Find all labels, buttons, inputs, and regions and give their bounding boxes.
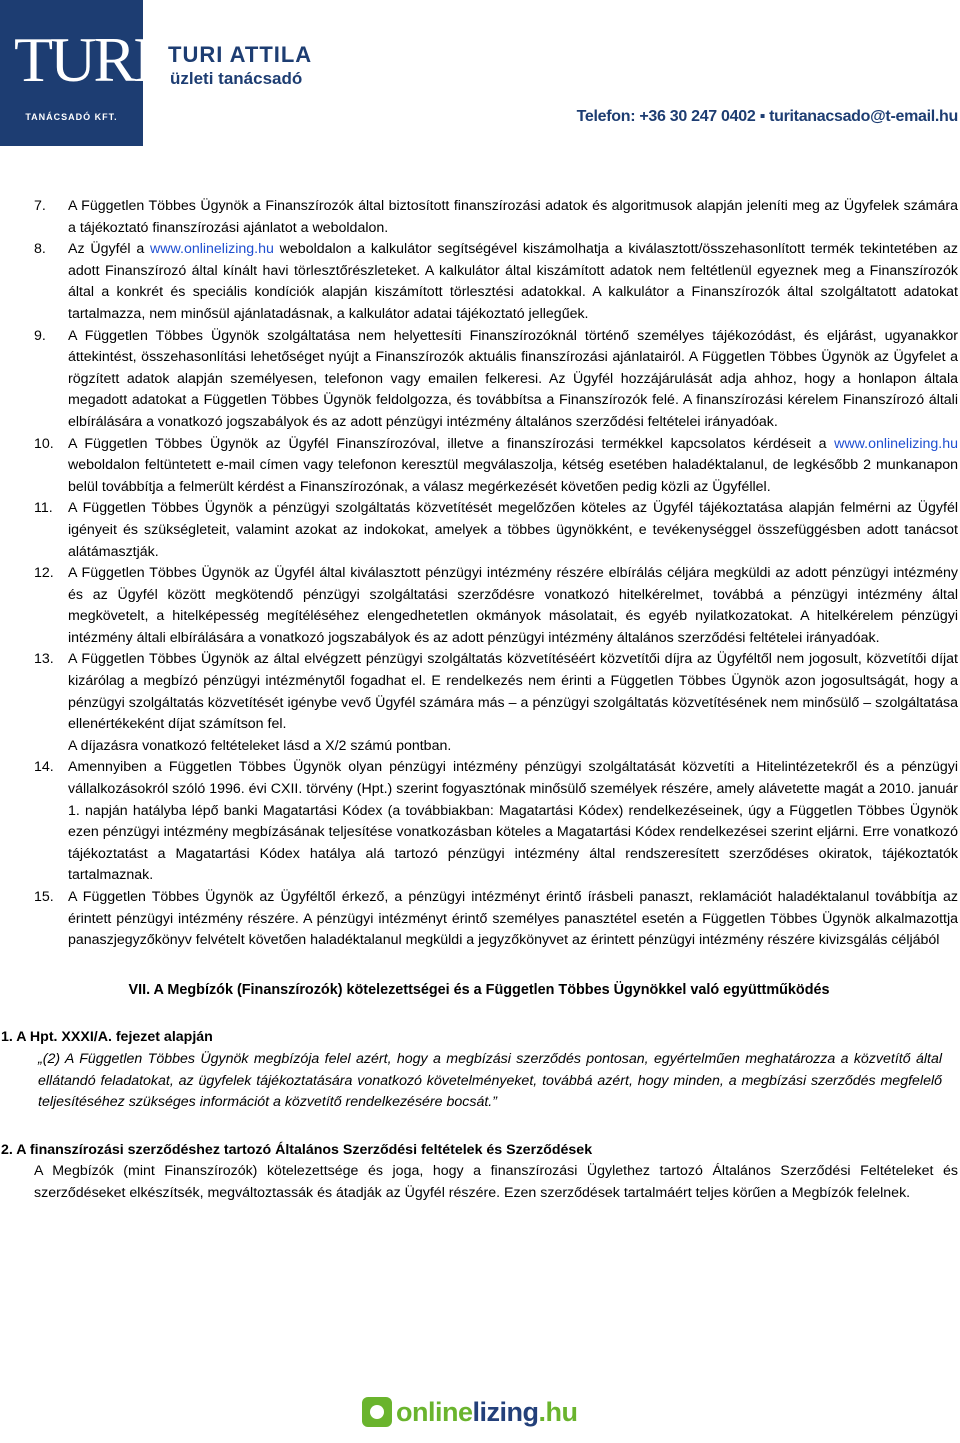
list-item-number: 9. xyxy=(34,327,46,344)
list-item xyxy=(0,326,958,434)
list-item xyxy=(0,239,958,325)
list-item-text: A Független Többes Ügynök a Finanszírozók által biztosított finanszírozási adatok és algoritmusok alapján jeleníti meg az Ügyfelek számára a tájékoztató finanszírozási ajánlatot a weboldalon. xyxy=(68,198,958,236)
onlinelizing-badge-icon xyxy=(362,1397,392,1427)
list-item xyxy=(0,434,958,499)
brand-name: TURI ATTILA xyxy=(168,42,313,67)
list-item-number: 15. xyxy=(34,889,54,905)
list-item-note: A díjazásra vonatkozó feltételeket lásd a X/2 számú pontban. xyxy=(68,737,452,754)
legal-quote: „(2) A Független Többes Ügynök megbízója felel azért, hogy a megbízási szerződés pontosan, egyértelműen meghatározza a közvetítő által ellátandó feladatokat, az ügyfelek tájékoztatására vonatkozó követelményeket, továbbá azért, hogy minden, a megbízási szerződés megfelelő teljesítéséhez szükséges információt a közvetítő rendelkezésére bocsát.” xyxy=(38,1050,942,1111)
list-item-text: A Független Többes Ügynök az Ügyfél által kiválasztott pénzügyi intézmény részére elbírálás céljára megküldi az adott pénzügyi intézmény és az Ügyfél között megkötendő pénzügyi szolgáltatási szerződésre vonatkozó hitelkérelmet, továbbá a pénzügyi intézmény által megkövetelt, a hitelképesség megítéléséhez elengedhetetlen okmányok másolatait, és egyéb nyilatkozatokat. A hitelkérelem pénzügyi intézmény általi elbírálására a vonatkozó jogszabályok és az adott pénzügyi intézmény általános szerződési feltételei irányadóak. xyxy=(68,565,958,646)
list-item-number: 10. xyxy=(34,435,54,452)
list-item xyxy=(0,196,958,239)
list-item-text: A Független Többes Ügynök az Ügyfél Finanszírozóval, illetve a finanszírozási termékkel kapcsolatos kérdéseit a xyxy=(68,435,835,452)
list-item xyxy=(0,649,958,757)
list-item-text: Az Ügyfél a xyxy=(68,241,151,258)
subsection-paragraph: A Megbízók (mint Finanszírozók) kötelezettsége és joga, hogy a finanszírozási Ügylethez tartozó Általános Szerződési Feltételeket és szerződéseket elkészítsék, megváltoztassák és átadják az Ügyfél részére. Ezen szerződések tartalmáért teljes körűen a Megbízók felelnek. xyxy=(34,1163,958,1201)
footer-logo-text: onlinelizing.hu xyxy=(396,1397,578,1427)
company-logo xyxy=(0,0,152,146)
footer-logo xyxy=(362,1394,578,1430)
list-item-number: 12. xyxy=(34,565,54,582)
list-item-text: A Független Többes Ügynök az által elvégzett pénzügyi szolgáltatás közvetítéséért közvetítői díjra az Ügyféltől nem jogosult, közvetítői díjat kizárólag a megbízó pénzügyi intézménytől fogadhat el. E rendelkezés nem érinti a Független Többes Ügynök azon jogosultságát, hogy a pénzügyi szolgáltatás közvetítését igénybe vevő Ügyfél számára más – a pénzügyi szolgáltatás közvetítésének nem minősülő – szolgáltatása ellenértékeként díjat számítson fel. xyxy=(68,651,958,733)
subsection-heading-1: 1. A Hpt. XXXI/A. fejezet alapján xyxy=(1,1029,213,1046)
list-item-number: 8. xyxy=(34,241,46,258)
numbered-list xyxy=(0,196,958,952)
list-item-text: weboldalon feltüntetett e-mail címen vagy telefonon keresztül megválaszolja, kétség esetében haladéktalanul, de legkésőbb 2 munkanapon belül továbbítja a felmerült kérdést a Finanszírozónak, a válasz megérkezését követően pedig közli az Ügyféllel. xyxy=(68,457,958,495)
list-item xyxy=(0,757,958,887)
list-item-number: 11. xyxy=(34,500,53,517)
subsection-heading-2: 2. A finanszírozási szerződéshez tartozó Általános Szerződési feltételek és Szerződések xyxy=(1,1141,593,1158)
logo-mark: TURI xyxy=(14,24,152,95)
list-item-number: 7. xyxy=(34,198,46,214)
list-item-text: A Független Többes Ügynök a pénzügyi szolgáltatás közvetítését megelőzően köteles az Ügyfél tájékoztatása alapján felmérni az Ügyfél igényeit és szükségleteit, valamint azokat az indokokat, amelyek a többes ügynökként, e tevékenységgel összefüggésben adott tanácsot alátámasztják. xyxy=(68,500,958,560)
list-item-number: 13. xyxy=(34,651,54,668)
list-item xyxy=(0,498,958,563)
list-item-text: weboldalon a kalkulátor segítségével kiszámolhatja a kiválasztott/összehasonlított termék tekintetében az adott Finanszírozó által kínált havi törlesztőrészleteket. A kalkulátor által kiszámított adatok nem feltétlenül egyeznek meg a Finanszírozók által a konkrét és speciális kondíciók alapján kiszámított törlesztési adatokkal. A kalkulátor a Finanszírozók által szolgáltatott adatokat tartalmazza, nem minősül ajánlatadásnak, a kalkulátor adatai tájékoztató jellegűek. xyxy=(68,241,958,322)
page-header xyxy=(0,0,960,150)
document-body xyxy=(0,196,958,1205)
list-item-number: 14. xyxy=(34,759,54,776)
website-link[interactable]: www.onlinelizing.hu xyxy=(150,241,274,258)
list-item-text: A Független Többes Ügynök az Ügyféltől érkező, a pénzügyi intézményt érintő írásbeli panaszt, reklamációt haladéktalanul továbbítja az érintett pénzügyi intézmény részére. A pénzügyi intézményt érintő személyes panasztétel esetén a Független Többes Ügynök alkalmazottja panaszjegyzőkönyv felvételt követően haladéktalanul megküldi a jegyzőkönyvet az érintett pénzügyi intézmény részére kivizsgálás céljából xyxy=(68,889,958,949)
list-item xyxy=(0,887,958,952)
contact-info: Telefon: +36 30 247 0402 ▪ turitanacsado@t-email.hu xyxy=(576,108,958,125)
list-item-text: A Független Többes Ügynök szolgáltatása nem helyettesíti Finanszírozóknál történő személyes tájékozódást, és eljárást, ugyanakkor áttekintést, összehasonlítási lehetőséget nyújt a Finanszírozók aktuális finanszírozási ajánlatairól. A Független Többes Ügynök az Ügyfelet a rögzített adatok alapján személyesen, telefonon vagy emailen felkeresi. Az Ügyfél hozzájárulását adja ahhoz, hogy a honlapon általa megadott adatokat a Független Többes Ügynök feldolgozza, és továbbítsa a Finanszírozók felé. A finanszírozási kérelem Finanszírozó általi elbírálására a vonatkozó jogszabályok és az adott pénzügyi intézmény általános szerződési feltételei irányadóak. xyxy=(68,327,958,430)
section-title: VII. A Megbízók (Finanszírozók) kötelezettségei és a Független Többes Ügynökkel való együttműködés xyxy=(128,981,830,998)
website-link[interactable]: www.onlinelizing.hu xyxy=(834,435,958,452)
list-item xyxy=(0,563,958,649)
list-item-text: Amennyiben a Független Többes Ügynök olyan pénzügyi intézmény pénzügyi szolgáltatását közvetíti a Hitelintézetekről és a pénzügyi vállalkozásokról szóló 1996. évi CXII. törvény (Hpt.) szerint fogyasztónak minősülő személyek részére, amely alávetette magát a 2010. január 1. napján hatályba lépő banki Magatartási Kódex (a továbbiakban: Magatartási Kódex) rendelkezéseinek, úgy a Független Többes Ügynök ezen pénzügyi intézmény megbízásának teljesítése vonatkozásban köteles a Magatartási Kódex rendelkezései szerint eljárni. Erre vonatkozó tájékoztatást a Magatartási Kódex hatálya alá tartozó pénzügyi intézmény által rendszeresített szerződéses okiratok, tájékoztatók tartalmaznak. xyxy=(68,759,958,884)
logo-subtitle: TANÁCSADÓ KFT. xyxy=(25,112,118,122)
brand-subtitle: üzleti tanácsadó xyxy=(170,69,303,88)
